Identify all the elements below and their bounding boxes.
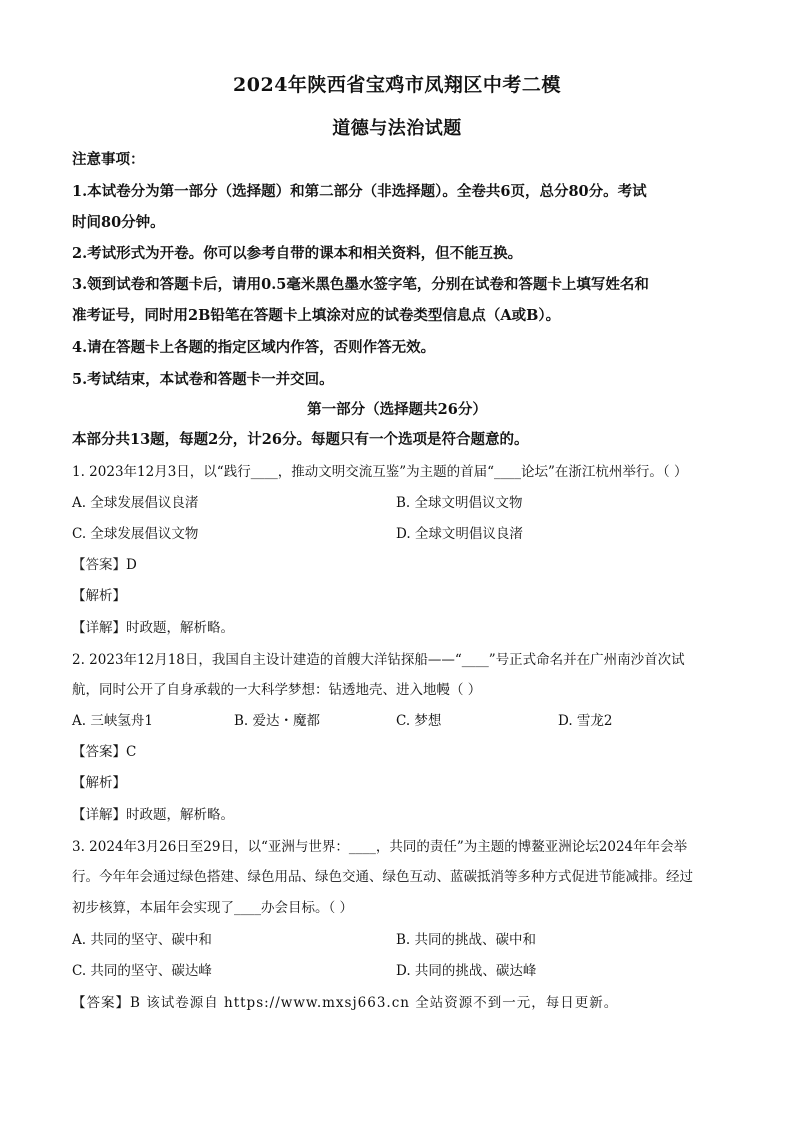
answer-value: D xyxy=(126,557,137,573)
question-1-option-a: A. 全球发展倡议良渚 xyxy=(72,495,199,511)
question-2-stem: 航，同时公开了自身承载的一大科学梦想：钻透地壳、进入地幔（ ） xyxy=(72,682,482,698)
notice-item: 2.考试形式为开卷。你可以参考自带的课本和相关资料，但不能互换。 xyxy=(72,245,523,262)
question-2-option-b: B. 爱达・魔都 xyxy=(234,713,321,729)
question-3-option-b: B. 共同的挑战、碳中和 xyxy=(396,932,537,948)
question-2-analysis-label: 【解析】 xyxy=(72,775,126,791)
detail-label: 【详解】 xyxy=(72,807,126,823)
question-2-option-c: C. 梦想 xyxy=(396,713,442,729)
answer-label: 【答案】 xyxy=(72,995,130,1011)
notice-item: 时间80分钟。 xyxy=(72,214,165,231)
question-1-detail xyxy=(72,618,732,638)
section-title: 第一部分（选择题共26分） xyxy=(307,401,487,418)
question-2-stem: 2. 2023年12月18日，我国自主设计建造的首艘大洋钻探船——“____”号正式命名并在广州南沙首次试 xyxy=(72,652,685,668)
question-3-option-d: D. 共同的挑战、碳达峰 xyxy=(396,963,537,979)
answer-value: B xyxy=(130,995,141,1011)
question-3-stem: 初步核算，本届年会实现了____办会目标。（ ） xyxy=(72,900,354,916)
detail-label: 【详解】 xyxy=(72,620,126,636)
section-instruction: 本部分共13题，每题2分，计26分。每题只有一个选项是符合题意的。 xyxy=(72,431,529,448)
notice-item: 3.领到试卷和答题卡后，请用0.5毫米黑色墨水签字笔，分别在试卷和答题卡上填写姓名和 xyxy=(72,276,649,293)
notice-item: 4.请在答题卡上各题的指定区域内作答，否则作答无效。 xyxy=(72,339,436,356)
question-3-answer xyxy=(72,993,732,1013)
question-3-option-c: C. 共同的坚守、碳达峰 xyxy=(72,963,212,979)
notice-item: 准考证号，同时用2B铅笔在答题卡上填涂对应的试卷类型信息点（A或B）。 xyxy=(72,307,561,324)
question-2-option-d: D. 雪龙2 xyxy=(558,713,613,729)
question-3-option-a: A. 共同的坚守、碳中和 xyxy=(72,932,212,948)
detail-text: 时政题，解析略。 xyxy=(126,807,234,823)
page-title: 2024年陕西省宝鸡市凤翔区中考二模 xyxy=(233,74,561,96)
answer-label: 【答案】 xyxy=(72,557,126,573)
footer-note: 该试卷源自 https://www.mxsj663.cn 全站资源不到一元，每日更新。 xyxy=(146,995,619,1011)
detail-text: 时政题，解析略。 xyxy=(126,620,234,636)
answer-value: C xyxy=(126,744,137,760)
question-3-stem: 行。今年年会通过绿色搭建、绿色用品、绿色交通、绿色互动、蓝碳抵消等多种方式促进节能减排。经过 xyxy=(72,869,693,885)
question-1-option-b: B. 全球文明倡议文物 xyxy=(396,495,523,511)
question-3-stem: 3. 2024年3月26日至29日，以“亚洲与世界：____，共同的责任”为主题的博鳌亚洲论坛2024年年会举 xyxy=(72,839,688,855)
question-2-detail xyxy=(72,805,732,825)
question-1-option-d: D. 全球文明倡议良渚 xyxy=(396,526,523,542)
question-2-option-a: A. 三峡氢舟1 xyxy=(72,713,153,729)
notice-item: 1.本试卷分为第一部分（选择题）和第二部分（非选择题）。全卷共6页，总分80分。考试 xyxy=(72,183,647,200)
page-subtitle: 道德与法治试题 xyxy=(332,118,462,139)
notice-heading: 注意事项： xyxy=(72,151,145,168)
question-2-answer xyxy=(72,742,732,762)
question-1-answer xyxy=(72,555,732,575)
answer-label: 【答案】 xyxy=(72,744,126,760)
question-1-stem: 1. 2023年12月3日，以“践行____，推动文明交流互鉴”为主题的首届“____论坛”在浙江杭州举行。（ ） xyxy=(72,464,688,480)
notice-item: 5.考试结束，本试卷和答题卡一并交回。 xyxy=(72,371,334,388)
question-1-analysis-label: 【解析】 xyxy=(72,588,126,604)
question-1-option-c: C. 全球发展倡议文物 xyxy=(72,526,199,542)
